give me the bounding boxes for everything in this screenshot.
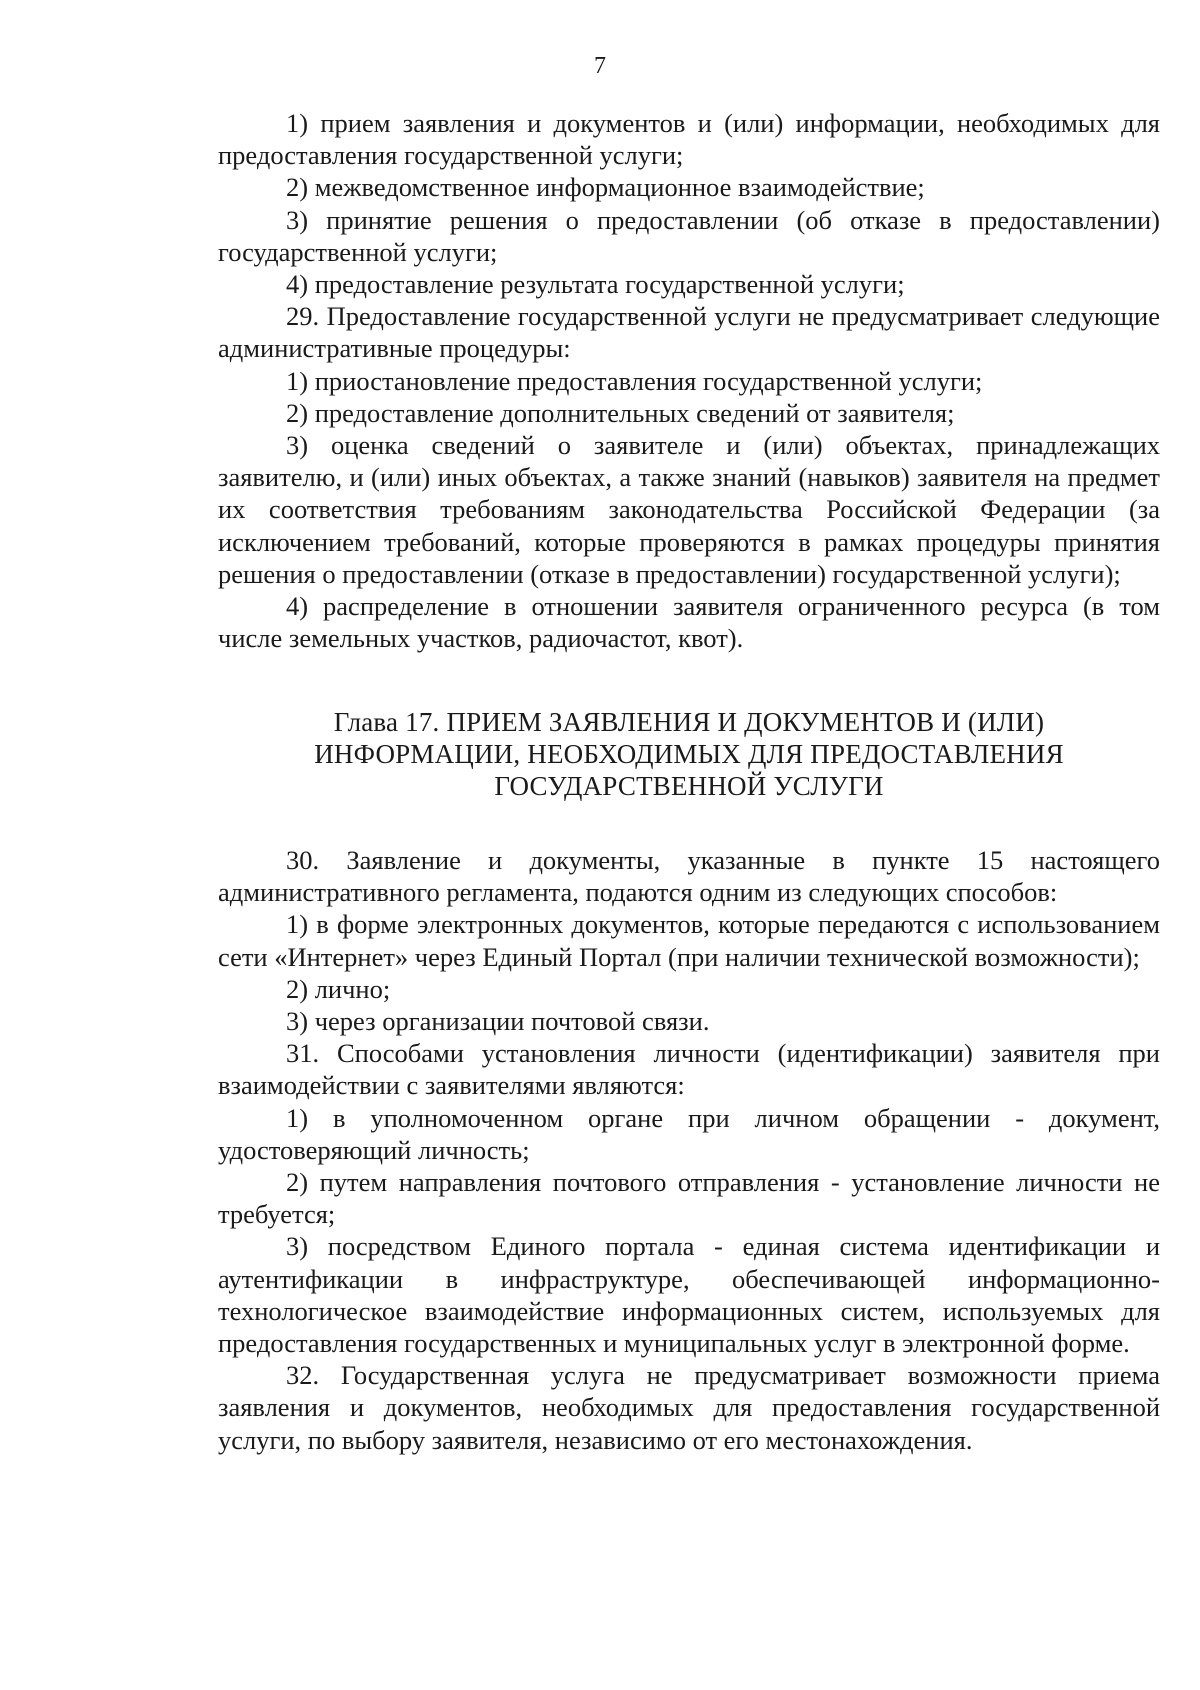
paragraph: 32. Государственная услуга не предусматривает возможности приема заявления и документов, необходимых для предоставления государственной услуги, по выбору заявителя, независимо от его местонахождения. [218, 1360, 1160, 1455]
paragraph: 30. Заявление и документы, указанные в пункте 15 настоящего административного регламента, подаются одним из следующих способов: [218, 845, 1160, 908]
paragraph: 3) оценка сведений о заявителе и (или) объектах, принадлежащих заявителю, и (или) иных объектах, а также знаний (навыков) заявителя на предмет их соответствия требованиям законодательства Российской Федерации (за исключением требований, которые проверяются в рамках процедуры принятия решения о предоставлении (отказе в предоставлении) государственной услуги); [218, 430, 1160, 589]
paragraph: 3) через организации почтовой связи. [286, 1006, 710, 1037]
paragraph: 1) в форме электронных документов, которые передаются с использованием сети «Интернет» через Единый Портал (при наличии технической возможности); [218, 909, 1160, 972]
paragraph: 29. Предоставление государственной услуги не предусматривает следующие административные процедуры: [218, 301, 1160, 364]
chapter-heading-line: ИНФОРМАЦИИ, НЕОБХОДИМЫХ ДЛЯ ПРЕДОСТАВЛЕНИЯ [314, 739, 1064, 769]
paragraph: 2) межведомственное информационное взаимодействие; [286, 172, 925, 203]
paragraph: 31. Способами установления личности (идентификации) заявителя при взаимодействии с заявителями являются: [218, 1038, 1160, 1101]
paragraph: 2) лично; [286, 973, 391, 1004]
chapter-heading [218, 706, 1160, 802]
paragraph: 2) путем направления почтового отправления - установление личности не требуется; [218, 1167, 1160, 1230]
paragraph: 3) принятие решения о предоставлении (об отказе в предоставлении) государственной услуги; [218, 204, 1160, 267]
text-block-procedures [218, 107, 1160, 654]
paragraph: 1) в уполномоченном органе при личном обращении - документ, удостоверяющий личность; [218, 1102, 1160, 1165]
paragraph: 2) предоставление дополнительных сведений от заявителя; [286, 397, 955, 428]
text-block-submission [218, 844, 1160, 1456]
paragraph: 4) предоставление результата государственной услуги; [286, 269, 905, 300]
paragraph: 4) распределение в отношении заявителя ограниченного ресурса (в том числе земельных участков, радиочастот, квот). [218, 591, 1160, 654]
paragraph: 1) прием заявления и документов и (или) информации, необходимых для предоставления государственной услуги; [218, 108, 1160, 171]
page-number: 7 [594, 53, 606, 79]
chapter-heading-line: Глава 17. ПРИЕМ ЗАЯВЛЕНИЯ И ДОКУМЕНТОВ И (ИЛИ) [333, 707, 1045, 737]
chapter-heading-line: ГОСУДАРСТВЕННОЙ УСЛУГИ [494, 771, 884, 801]
paragraph: 1) приостановление предоставления государственной услуги; [286, 365, 983, 396]
paragraph: 3) посредством Единого портала - единая система идентификации и аутентификации в инфраструктуре, обеспечивающей информационно-технологическое взаимодействие информационных систем, используемых для предоставления государственных и муниципальных услуг в электронной форме. [218, 1231, 1160, 1359]
